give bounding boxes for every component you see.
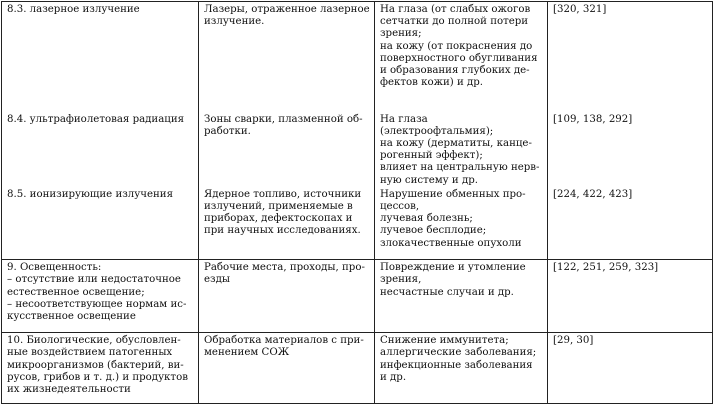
factor-cell xyxy=(2,333,199,404)
effect-line: аллергические заболевания; xyxy=(380,347,537,359)
table-row xyxy=(2,187,713,260)
source-line: менением СОЖ xyxy=(204,347,290,359)
hazard-factors-table xyxy=(1,1,713,404)
effect-line: лучевое бесплодие; xyxy=(380,225,487,237)
source-cell xyxy=(199,187,375,260)
effect-line: на кожу (от покраснения до xyxy=(380,40,533,52)
factor-cell xyxy=(2,260,199,333)
effect-line: рогенный эффект); xyxy=(380,150,483,162)
effect-line: инфекционные заболевания xyxy=(380,359,533,371)
source-line: Лазеры, отраженное лазерное xyxy=(204,4,370,15)
effect-line: злокачественные опухоли xyxy=(380,237,522,249)
source-cell xyxy=(199,260,375,333)
factor-line: 8.4. ультрафиолетовая радиация xyxy=(7,113,185,125)
source-line: при научных исследованиях. xyxy=(204,225,361,237)
factor-line: 8.3. лазерное излучение xyxy=(7,4,140,15)
table-row xyxy=(2,333,713,404)
effect-line: лучевая болезнь; xyxy=(380,213,473,225)
source-line: приборах, дефектоскопах и xyxy=(204,213,353,225)
factor-cell xyxy=(2,187,199,260)
effect-line: Повреждение и утомление xyxy=(380,262,526,274)
source-cell xyxy=(199,112,375,187)
factor-cell xyxy=(2,112,199,187)
factor-line: 9. Освещенность: xyxy=(7,262,102,274)
refs-cell xyxy=(548,260,713,333)
source-cell xyxy=(199,333,375,404)
factor-line: 8.5. ионизирующие излучения xyxy=(7,188,174,200)
table-row xyxy=(2,2,713,112)
effect-line: На глаза (от слабых ожогов xyxy=(380,4,531,15)
source-cell xyxy=(199,2,375,112)
refs-cell xyxy=(548,333,713,404)
factor-line: естественное освещение; xyxy=(7,286,145,298)
refs-cell xyxy=(548,112,713,187)
table-row xyxy=(2,260,713,333)
source-line: Обработка материалов с при- xyxy=(204,335,364,347)
refs-text: [109, 138, 292] xyxy=(553,113,633,125)
effect-line: сетчатки до полной потери xyxy=(380,16,529,28)
effect-line: поверхностного обугливания xyxy=(380,52,538,64)
effect-line: зрения; xyxy=(380,28,422,40)
refs-text: [122, 251, 259, 323] xyxy=(553,262,659,274)
table-row xyxy=(2,112,713,187)
effect-line: Нарушение обменных про- xyxy=(380,188,526,200)
source-line: Зоны сварки, плазменной об- xyxy=(204,113,363,125)
source-line: Ядерное топливо, источники xyxy=(204,188,362,200)
factor-cell xyxy=(2,2,199,112)
effect-line: несчастные случаи и др. xyxy=(380,286,514,298)
effect-line: фектов кожи) и др. xyxy=(380,77,484,89)
effect-cell xyxy=(375,112,548,187)
source-line: излучение. xyxy=(204,16,265,28)
refs-cell xyxy=(548,2,713,112)
effect-line: На глаза (электроофтальмия); xyxy=(380,113,494,137)
effect-line: влияет на центральную нерв- xyxy=(380,162,540,174)
factor-line: – несоответствующее нормам ис- xyxy=(7,298,187,310)
refs-cell xyxy=(548,187,713,260)
effect-line: зрения, xyxy=(380,274,422,286)
factor-line: 10. Биологические, обусловлен- xyxy=(7,335,181,347)
source-line: излучений, применяемые в xyxy=(204,200,353,212)
factor-line: – отсутствие или недостаточное xyxy=(7,274,181,286)
factor-line: русов, грибов и т. д.) и продуктов xyxy=(7,371,188,383)
factor-line: кусственное освещение xyxy=(7,311,136,323)
refs-text: [224, 422, 423] xyxy=(553,188,633,200)
effect-cell xyxy=(375,187,548,260)
effect-cell xyxy=(375,333,548,404)
effect-line: ную систему и др. xyxy=(380,174,478,186)
effect-line: цессов, xyxy=(380,200,420,212)
effect-cell xyxy=(375,260,548,333)
source-line: Рабочие места, проходы, про- xyxy=(204,262,365,274)
effect-line: и др. xyxy=(380,371,407,383)
source-line: езды xyxy=(204,274,230,286)
refs-text: [320, 321] xyxy=(553,4,607,15)
effect-line: и образования глубоких де- xyxy=(380,65,530,77)
effect-line: Снижение иммунитета; xyxy=(380,335,509,347)
factor-line: микроорганизмов (бактерий, ви- xyxy=(7,359,184,371)
refs-text: [29, 30] xyxy=(553,335,594,347)
effect-line: на кожу (дерматиты, канце- xyxy=(380,137,532,149)
source-line: работки. xyxy=(204,125,251,137)
effect-cell xyxy=(375,2,548,112)
factor-line: ные воздействием патогенных xyxy=(7,347,173,359)
factor-line: их жизнедеятельности xyxy=(7,384,131,396)
